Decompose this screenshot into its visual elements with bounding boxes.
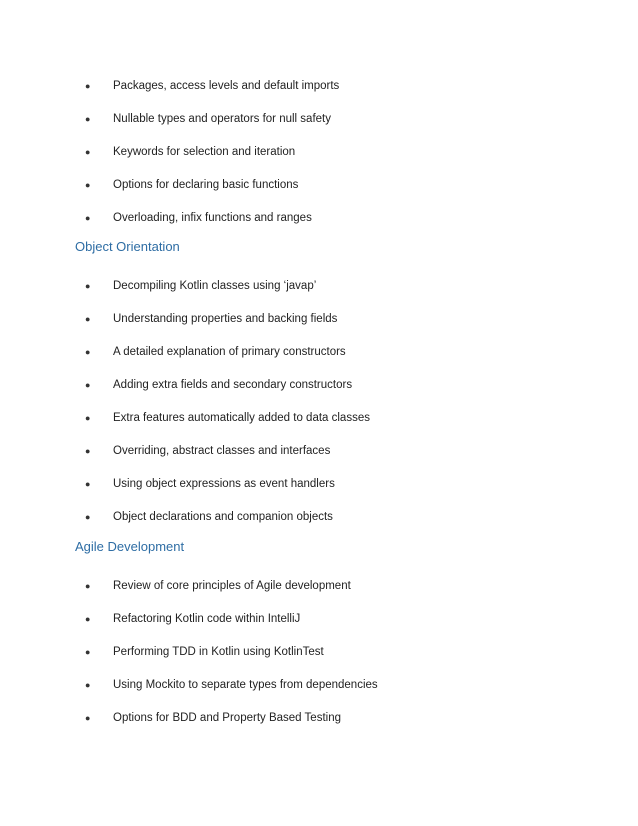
list-item-text: Overloading, infix functions and ranges	[113, 212, 312, 224]
bullet-icon: ●	[85, 479, 91, 489]
bullet-icon: ●	[85, 380, 91, 390]
list-item-text: Options for declaring basic functions	[113, 179, 299, 191]
list-item-text: Packages, access levels and default imports	[113, 80, 340, 92]
list-item	[0, 378, 638, 411]
section-heading-agile-development: Agile Development	[75, 539, 185, 554]
bullet-icon: ●	[85, 180, 91, 190]
section-heading-object-orientation: Object Orientation	[75, 239, 180, 254]
list-item-text: Decompiling Kotlin classes using ‘javap’	[113, 280, 317, 292]
list-item	[0, 477, 638, 510]
list-item	[0, 579, 638, 612]
bullet-icon: ●	[85, 512, 91, 522]
list-item-text: Adding extra fields and secondary constructors	[113, 379, 353, 391]
bullet-icon: ●	[85, 614, 91, 624]
list-item-text: Using Mockito to separate types from dependencies	[113, 679, 378, 691]
bullet-icon: ●	[85, 581, 91, 591]
bullet-icon: ●	[85, 114, 91, 124]
list-item	[0, 178, 638, 211]
list-item-text: Nullable types and operators for null safety	[113, 113, 331, 125]
bullet-icon: ●	[85, 413, 91, 423]
bullet-list-intro	[0, 79, 638, 244]
list-item-text: Understanding properties and backing fields	[113, 313, 338, 325]
bullet-icon: ●	[85, 347, 91, 357]
list-item	[0, 345, 638, 378]
bullet-icon: ●	[85, 281, 91, 291]
list-item	[0, 711, 638, 744]
list-item-text: Extra features automatically added to data classes	[113, 412, 370, 424]
list-item-text: A detailed explanation of primary constructors	[113, 346, 346, 358]
list-item	[0, 312, 638, 345]
list-item-text: Using object expressions as event handlers	[113, 478, 335, 490]
list-item	[0, 612, 638, 645]
list-item-text: Object declarations and companion objects	[113, 511, 333, 523]
list-item	[0, 411, 638, 444]
bullet-list-agile-development	[0, 579, 638, 744]
bullet-icon: ●	[85, 314, 91, 324]
list-item	[0, 112, 638, 145]
bullet-icon: ●	[85, 713, 91, 723]
bullet-icon: ●	[85, 81, 91, 91]
list-item	[0, 678, 638, 711]
list-item-text: Performing TDD in Kotlin using KotlinTest	[113, 646, 324, 658]
list-item	[0, 444, 638, 477]
bullet-icon: ●	[85, 446, 91, 456]
bullet-list-object-orientation	[0, 279, 638, 543]
list-item-text: Keywords for selection and iteration	[113, 146, 296, 158]
list-item	[0, 145, 638, 178]
list-item	[0, 79, 638, 112]
list-item-text: Review of core principles of Agile development	[113, 580, 351, 592]
bullet-icon: ●	[85, 647, 91, 657]
bullet-icon: ●	[85, 213, 91, 223]
list-item	[0, 645, 638, 678]
list-item-text: Options for BDD and Property Based Testing	[113, 712, 341, 724]
list-item-text: Overriding, abstract classes and interfaces	[113, 445, 331, 457]
list-item	[0, 279, 638, 312]
bullet-icon: ●	[85, 147, 91, 157]
list-item-text: Refactoring Kotlin code within IntelliJ	[113, 613, 301, 625]
bullet-icon: ●	[85, 680, 91, 690]
